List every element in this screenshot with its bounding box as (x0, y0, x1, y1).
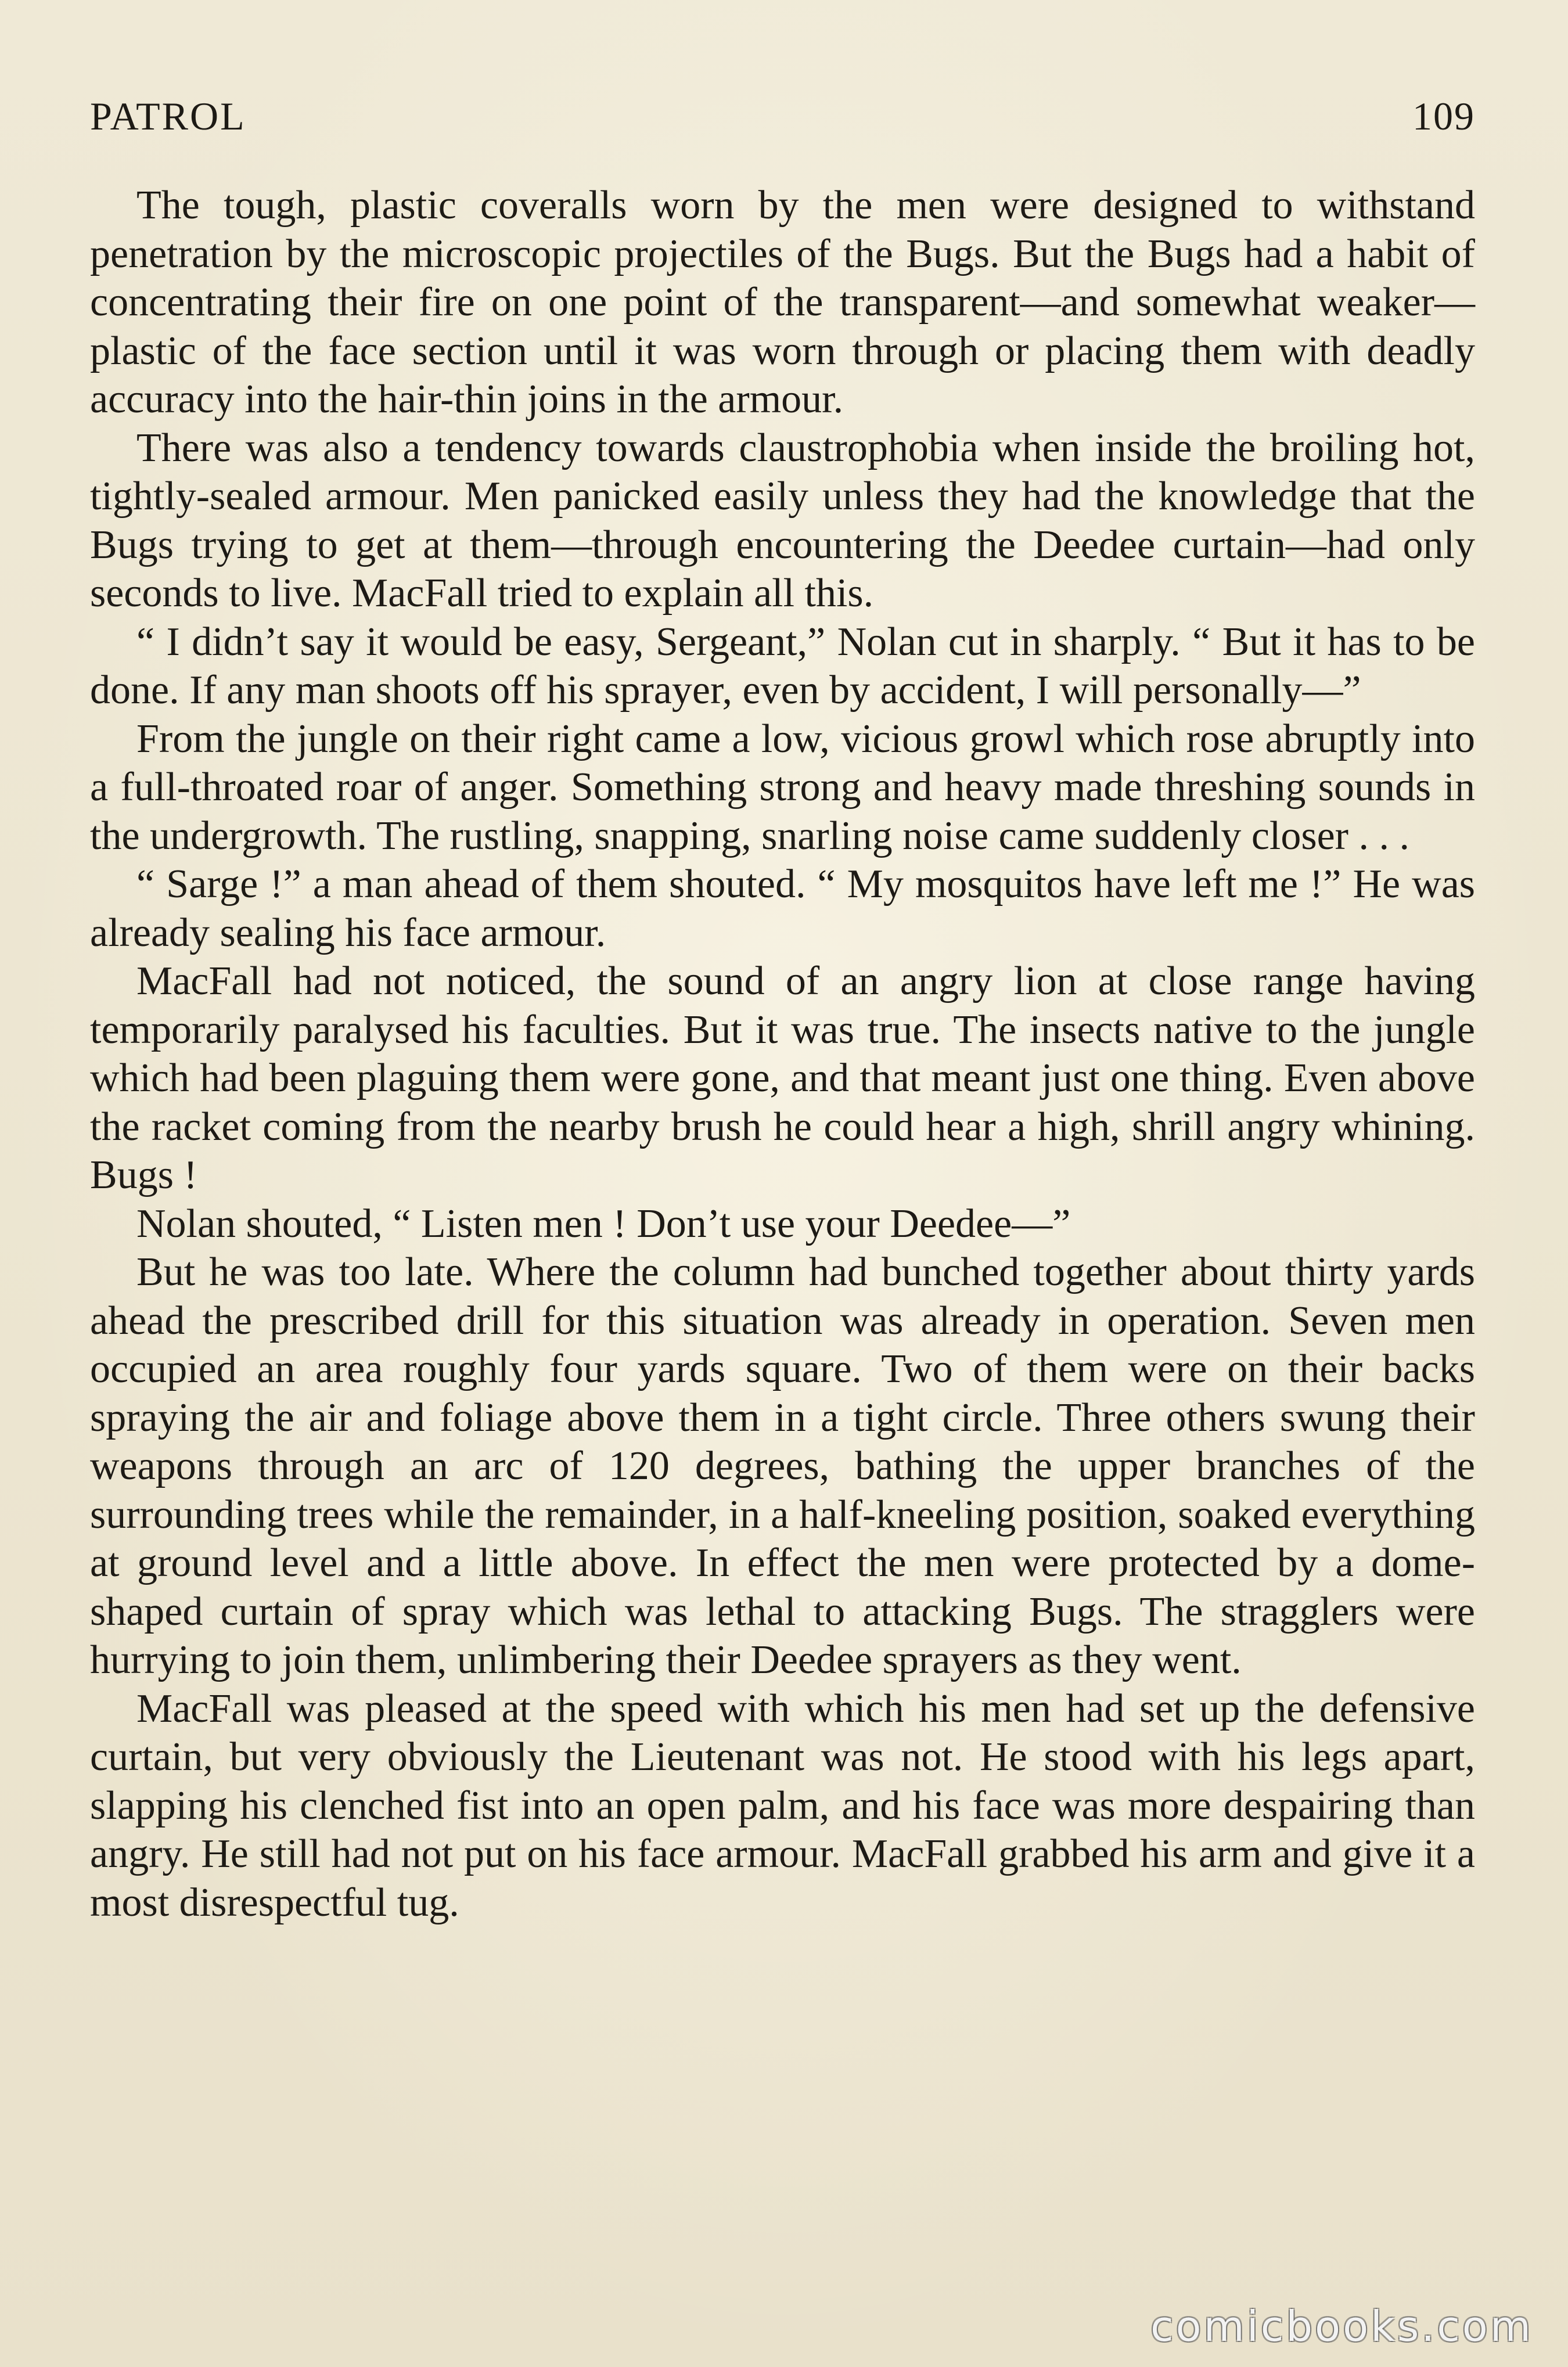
paragraph: “ I didn’t say it would be easy, Sergeant,” Nolan cut in sharply. “ But it has to be done. If any man shoots off his sprayer, even by accident, I will personally—” (90, 619, 1475, 713)
paragraph: The tough, plastic coveralls worn by the men were designed to withstand penetration by the microscopic projectiles of the Bugs. But the Bugs had a habit of concentrating their fire on one point of the transparent—and somewhat weaker—plastic of the face section until it was worn through or placing them with deadly accuracy into the hair-thin joins in the armour. (90, 183, 1475, 422)
body-text (90, 181, 1475, 1927)
watermark: comicbooks.com (1150, 2302, 1533, 2351)
paragraph: From the jungle on their right came a low, vicious growl which rose abruptly into a full-throated roar of anger. Something strong and heavy made threshing sounds in the undergrowth. The rustling, snapping, snarling noise came suddenly closer . . . (90, 716, 1475, 858)
paragraph: But he was too late. Where the column had bunched together about thirty yards ahead the prescribed drill for this situation was already in operation. Seven men occupied an area roughly four yards square. Two of them were on their backs spraying the air and foliage above them in a tight circle. Three others swung their weapons through an arc of 120 degrees, bathing the upper branches of the surrounding trees while the remainder, in a half-kneeling position, soaked everything at ground level and a little above. In effect the men were protected by a dome-shaped curtain of spray which was lethal to attacking Bugs. The stragglers were hurrying to join them, unlimbering their Deedee sprayers as they went. (90, 1250, 1475, 1682)
running-title: PATROL (90, 94, 246, 138)
paragraph: There was also a tendency towards claustrophobia when inside the broiling hot, tightly-sealed armour. Men panicked easily unless they had the knowledge that the Bugs trying to get at them—through encountering the Deedee curtain—had only seconds to live. MacFall tried to explain all this. (90, 425, 1475, 616)
page-number: 109 (1412, 94, 1475, 138)
running-header (90, 87, 1475, 145)
paragraph: MacFall was pleased at the speed with which his men had set up the defensive curtain, but very obviously the Lieutenant was not. He stood with his legs apart, slapping his clenched fist into an open palm, and his face was more despairing than angry. He still had not put on his face armour. MacFall grabbed his arm and give it a most disrespectful tug. (90, 1686, 1475, 1925)
paragraph: Nolan shouted, “ Listen men ! Don’t use your Deedee—” (136, 1201, 1071, 1246)
paragraph: “ Sarge !” a man ahead of them shouted. “ My mosquitos have left me !” He was already sealing his face armour. (90, 862, 1475, 955)
paragraph: MacFall had not noticed, the sound of an angry lion at close range having temporarily paralysed his faculties. But it was true. The insects native to the jungle which had been plaguing them were gone, and that meant just one thing. Even above the racket coming from the nearby brush he could hear a high, shrill angry whining. Bugs ! (90, 959, 1475, 1197)
